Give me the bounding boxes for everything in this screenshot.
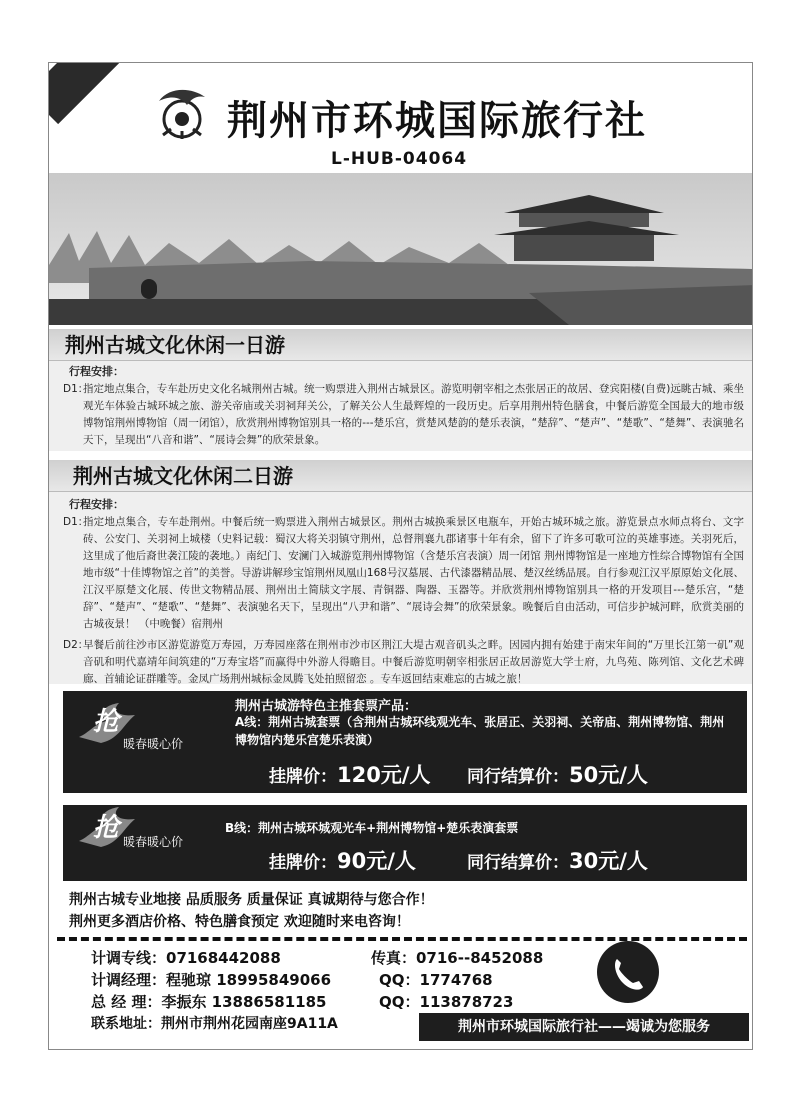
tour2-itinerary xyxy=(49,492,753,684)
planner-qq: QQ：1774768 xyxy=(379,971,493,989)
dragon-logo-icon xyxy=(151,85,213,147)
agency-title: 荆州市环城国际旅行社 xyxy=(227,98,647,144)
list-price-value: 120元/人 xyxy=(337,763,431,787)
tour1-itinerary-label: 行程安排： xyxy=(69,365,124,378)
day-text: 指定地点集合，专车赴历史文化名城荆州古城。统一购票进入荆州古城景区。游览明朝宰相之杰张居正的故居、登宾阳楼(自费)远眺古城、乘坐观光车体验古城环城之旅、游关帝庙或关羽祠拜关公，了解关公人生最辉煌的一段历史。后享用荆州特色膳食，中餐后游览全国最大的地市级博物馆荆州博物馆（周一闭馆），欣赏荆州博物馆别具一格的---楚乐宫，赏楚风楚韵的楚乐表演，“楚辞”、“楚声”、“楚歌”、“楚舞”、表演驰名天下，呈现出“八音和谐”、“展诗会舞”的欣荣景象。 xyxy=(83,383,744,446)
package-b-list-price xyxy=(269,845,416,875)
list-price-value: 90元/人 xyxy=(337,849,416,873)
city-wall-photo xyxy=(49,173,753,325)
tour2-itinerary-label: 行程安排： xyxy=(69,498,124,511)
peer-price-value: 50元/人 xyxy=(569,763,648,787)
package-b-box xyxy=(63,805,747,881)
peer-price-value: 30元/人 xyxy=(569,849,648,873)
package-a-box xyxy=(63,691,747,793)
package-a-peer-price xyxy=(467,759,648,789)
license-number: L-HUB-04064 xyxy=(331,149,468,169)
address: 联系地址：荆州市荆州花园南座9A11A xyxy=(91,1016,338,1032)
manager-qq: QQ：113878723 xyxy=(379,993,514,1011)
packages-heading: 荆州古城游特色主推套票产品： xyxy=(235,699,418,714)
special-month-badge: 特惠月 xyxy=(78,101,147,171)
hotline: 计调专线：07168442088 xyxy=(91,949,281,967)
day-label: D2： xyxy=(63,639,89,651)
package-b-peer-price xyxy=(467,845,648,875)
list-price-label: 挂牌价： xyxy=(269,853,337,873)
tour2-title: 荆州古城文化休闲二日游 xyxy=(49,460,753,492)
warm-price-label: 暖春暖心价 xyxy=(123,835,184,849)
tour1-day1 xyxy=(63,381,744,449)
day-text: 指定地点集合，专车赴荆州。中餐后统一购票进入荆州古城景区。荆州古城换乘景区电瓶车，开始古城环城之旅。游览景点水师点将台、文字砖、公安门、关羽祠上城楼（史料记载：蜀汉大将关羽镇守荆州，总督荆襄九郡诸事十年有余，留下了许多可歌可泣的英雄事迹。关羽死后，这里成了他后裔世袭江陵的袭地。）南纪门、安澜门入城游览荆州博物馆（含楚乐宫表演）周一闭馆 荆州博物馆是一座地方性综合博物馆有全国地市级“十佳博物馆之首”的美誉。导游讲解珍宝馆荆州凤凰山168号汉墓展、古代漆器精品展、楚汉丝绣品展。自行参观江汉平原原始文化展、江汉平原楚文化展、传世文物精品展、荆州出土简牍文字展、青铜器、陶器、玉器等。并欣赏荆州博物馆别具一格的开发项目---楚乐宫，“楚辞”、“楚声”、“楚歌”、“楚舞”、表演驰名天下，呈现出“八尹和谐”、“展诗会舞”的欣荣景象。晚餐后自由活动，可信步护城河畔，欣赏美丽的古城夜景！ （中晚餐）宿荆州 xyxy=(83,516,744,630)
fax: 传真：0716--8452088 xyxy=(371,949,544,967)
planner-contact: 计调经理：程驰琼 18995849066 xyxy=(91,971,332,989)
footer-tagline: 荆州市环城国际旅行社——竭诚为您服务 xyxy=(419,1013,749,1041)
peer-price-label: 同行结算价： xyxy=(467,767,569,787)
package-a-list-price xyxy=(269,759,431,789)
day-label: D1： xyxy=(63,516,89,528)
phone-icon xyxy=(597,941,659,1003)
tour2-day2 xyxy=(63,637,744,688)
package-a-description: A线：荆州古城套票（含荆州古城环线观光车、张居正、关羽祠、关帝庙、荆州博物馆、荆州博物馆内楚乐宫楚乐表演） xyxy=(235,715,725,747)
day-text: 早餐后前往沙市区游览游览万寿园，万寿园座落在荆州市沙市区荆江大堤古观音矶头之畔。因园内拥有始建于南宋年间的“万里长江第一矶”观音矶和明代嘉靖年间筑建的“万寿宝塔”而赢得中外游人得瞻目。中餐后游览明朝宰相张居正故居游览大学士府，九鸟苑、陈列馆、文化艺术碑廊、首辅论证群雕等。金凤广场荆州城标金凤腾飞处拍照留恋 。专车返回结束难忘的古城之旅！ xyxy=(83,639,744,685)
peer-price-label: 同行结算价： xyxy=(467,853,569,873)
package-b-description: B线：荆州古城环城观光车+荆州博物馆+楚乐表演套票 xyxy=(225,821,519,835)
grab-badge: 抢 xyxy=(93,707,120,737)
tour1-title: 荆州古城文化休闲一日游 xyxy=(49,329,753,361)
warm-price-label: 暖春暖心价 xyxy=(123,737,184,751)
slogan-line: 荆州古城专业地接 品质服务 质量保证 真诚期待与您合作！ xyxy=(69,892,434,908)
tour1-itinerary xyxy=(49,361,753,451)
list-price-label: 挂牌价： xyxy=(269,767,337,787)
day-label: D1： xyxy=(63,383,89,395)
grab-badge: 抢 xyxy=(93,813,120,843)
tour2-day1 xyxy=(63,514,744,633)
manager-contact: 总 经 理：李振东 13886581185 xyxy=(91,993,327,1011)
slogan-line: 荆州更多酒店价格、特色膳食预定 欢迎随时来电咨询！ xyxy=(69,914,410,930)
flyer xyxy=(48,62,753,1050)
